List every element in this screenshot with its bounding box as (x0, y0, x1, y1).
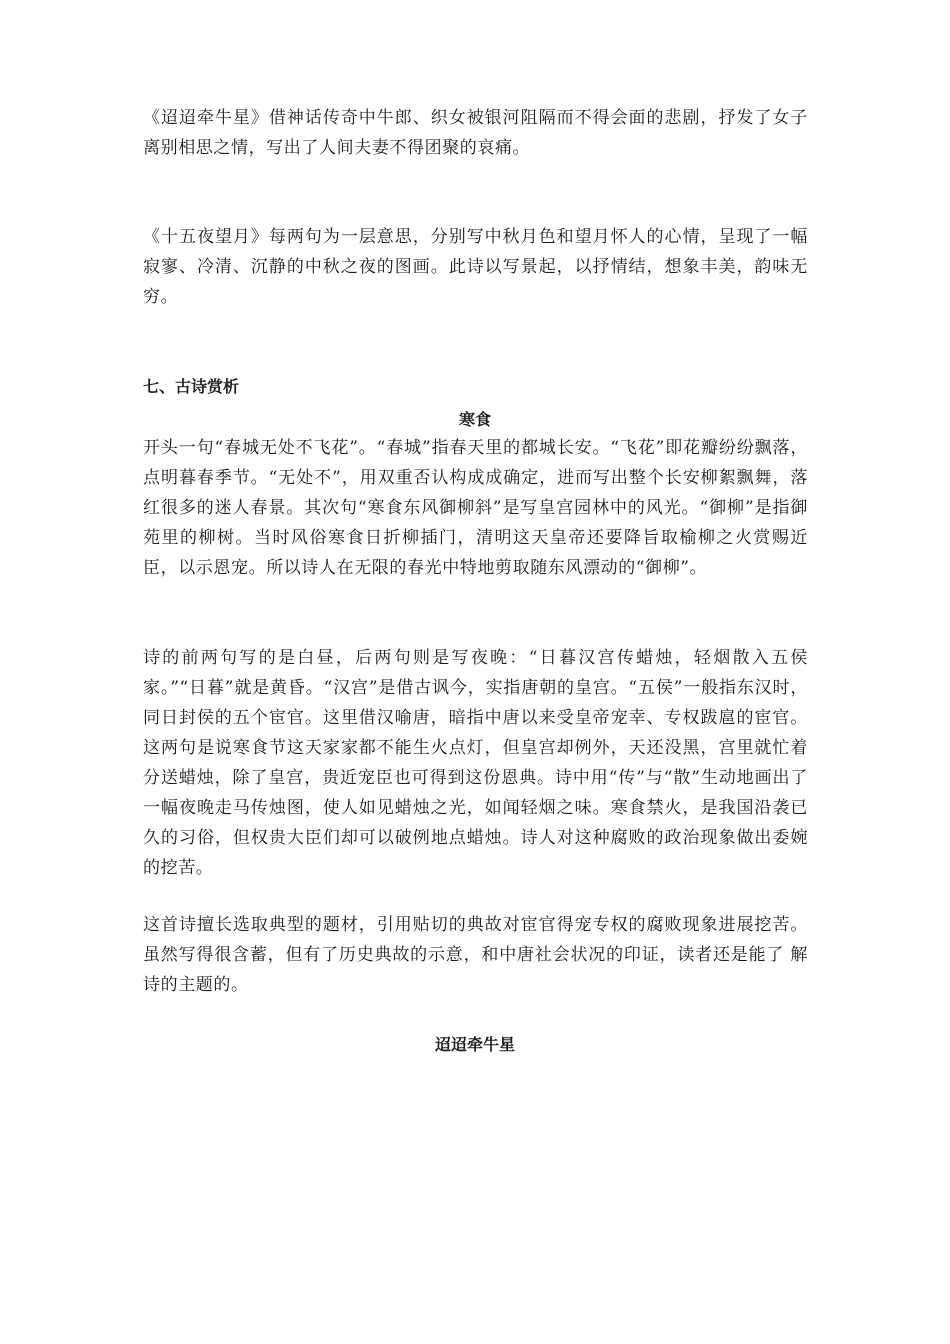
section-heading: 七、古诗赏析 (143, 377, 240, 396)
paragraph-tiaotiao-summary: 《迢迢牵牛星》借神话传奇中牛郎、织女被银河阻隔而不得会面的悲剧，抒发了女子离别相思之情，写出了人间夫妻不得团聚的哀痛。 (143, 108, 808, 158)
poem-title-tiaotiao: 迢迢牵牛星 (434, 1035, 515, 1054)
poem-title-hanshi: 寒食 (458, 410, 491, 429)
paragraph-hanshi-analysis-2: 诗的前两句写的是白昼，后两句则是写夜晚：“日暮汉宫传蜡烛，轻烟散入五侯家。”“日暮”就是黄昏。“汉宫”是借古讽今，实指唐朝的皇宫。“五侯”一般指东汉时，同日封侯的五个宦官。这里借汉喻唐，暗指中唐以来受皇帝宠幸、专权跋扈的宦官。这两句是说寒食节这天家家都不能生火点灯，但皇宫却例外，天还没黑，宫里就忙着分送蜡烛，除了皇宫，贵近宠臣也可得到这份恩典。诗中用“传”与“散”生动地画出了一幅夜晚走马传烛图，使人如见蜡烛之光，如闻轻烟之味。寒食禁火，是我国沿袭已久的习俗，但权贵大臣们却可以破例地点蜡烛。诗人对这种腐败的政治现象做出委婉的挖苦。 (143, 648, 808, 878)
paragraph-hanshi-analysis-1: 开头一句“春城无处不飞花”。“春城”指春天里的都城长安。“飞花”即花瓣纷纷飘落，点明暮春季节。“无处不”，用双重否认构成成确定，进而写出整个长安柳絮飘舞，落红很多的迷人春景。其次句“寒食东风御柳斜”是写皇宫园林中的风光。“御柳”是指御苑里的柳树。当时风俗寒食日折柳插门，清明这天皇帝还要降旨取榆柳之火赏赐近臣，以示恩宠。所以诗人在无限的春光中特地剪取随东风漂动的“御柳”。 (143, 438, 808, 578)
paragraph-hanshi-analysis-3: 这首诗擅长选取典型的题材，引用贴切的典故对宦官得宠专权的腐败现象进展挖苦。虽然写得很含蓄，但有了历史典故的示意，和中唐社会状况的印证，读者还是能了 解诗的主题的。 (143, 915, 808, 995)
paragraph-shiwuye-summary: 《十五夜望月》每两句为一层意思，分别写中秋月色和望月怀人的心情，呈现了一幅寂寥、冷清、沉静的中秋之夜的图画。此诗以写景起，以抒情结，想象丰美，韵味无穷。 (143, 227, 808, 307)
